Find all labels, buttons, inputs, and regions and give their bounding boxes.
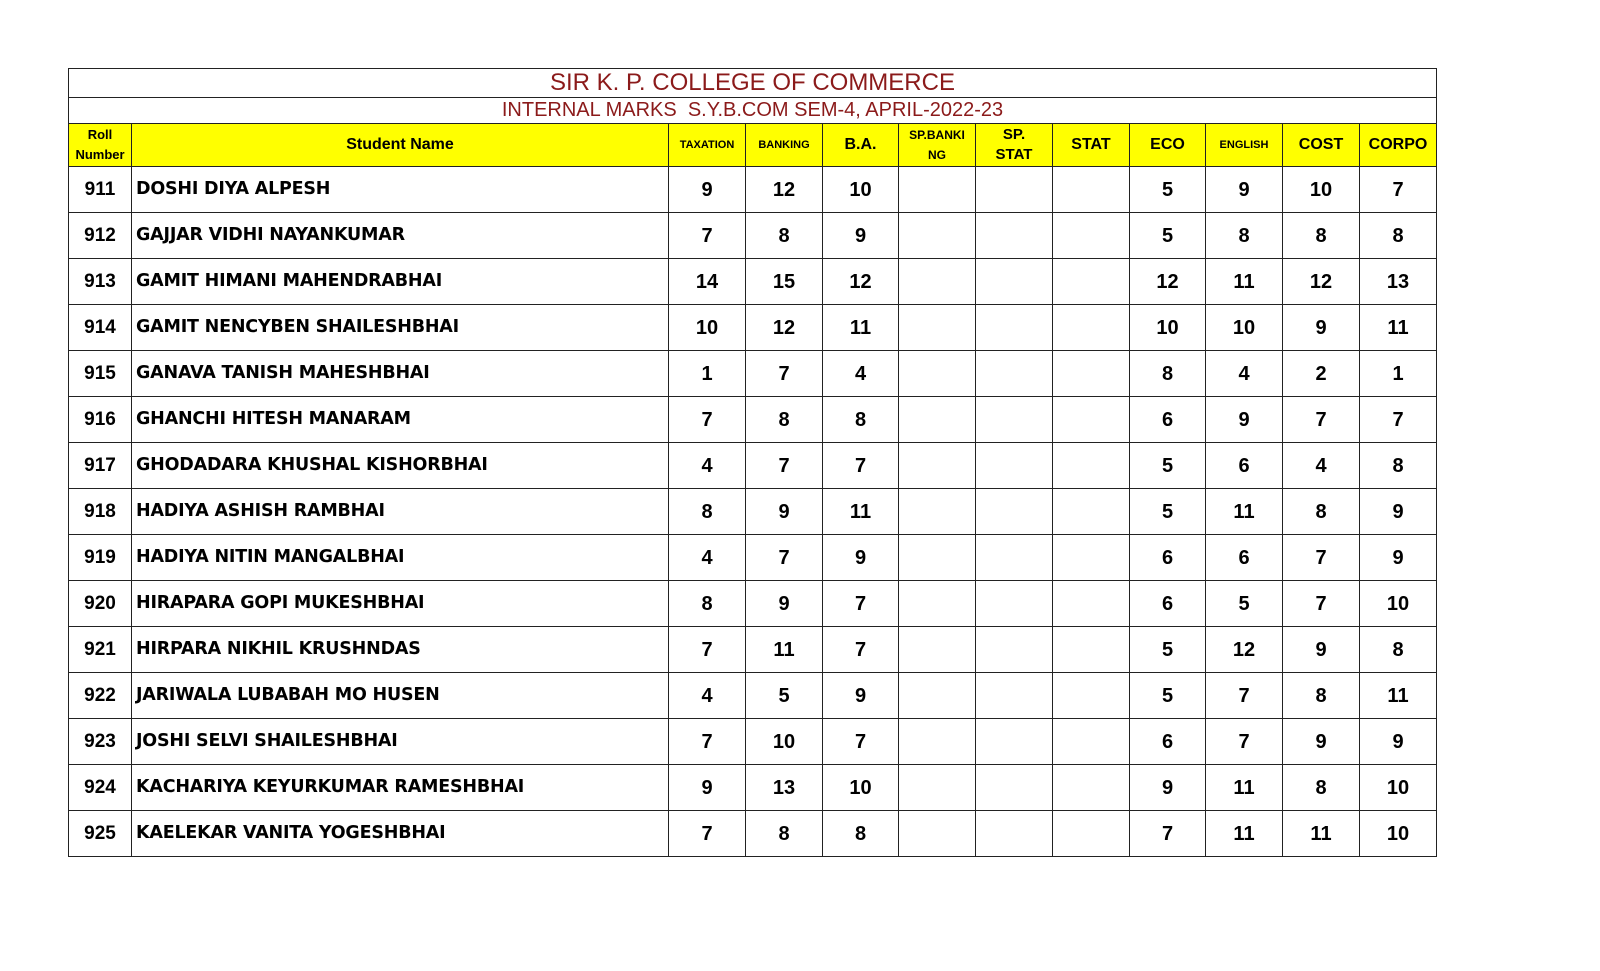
cell-stat [1053,259,1130,305]
cell-corpo: 11 [1360,305,1437,351]
cell-banking: 12 [746,305,823,351]
table-row [69,719,1437,765]
cell-name: KACHARIYA KEYURKUMAR RAMESHBHAI [132,765,669,811]
cell-sp-stat [976,167,1053,213]
cell-english: 7 [1206,719,1283,765]
cell-roll: 924 [69,765,132,811]
cell-name: GAMIT NENCYBEN SHAILESHBHAI [132,305,669,351]
cell-ba: 7 [823,719,899,765]
cell-banking: 7 [746,535,823,581]
cell-corpo: 8 [1360,443,1437,489]
cell-english: 10 [1206,305,1283,351]
cell-sp-banking [899,443,976,489]
cell-ba: 10 [823,167,899,213]
cell-sp-stat [976,811,1053,857]
cell-sp-banking [899,489,976,535]
table-row [69,489,1437,535]
cell-ba: 9 [823,535,899,581]
cell-banking: 7 [746,351,823,397]
cell-english: 5 [1206,581,1283,627]
cell-cost: 2 [1283,351,1360,397]
header-corpo: CORPO [1360,124,1437,167]
header-roll-line1: Roll [87,127,113,142]
cell-sp-stat [976,213,1053,259]
cell-english: 11 [1206,765,1283,811]
cell-name: HADIYA NITIN MANGALBHAI [132,535,669,581]
table-row [69,443,1437,489]
cell-ba: 7 [823,627,899,673]
cell-taxation: 8 [669,581,746,627]
cell-banking: 15 [746,259,823,305]
cell-sp-banking [899,765,976,811]
cell-eco: 6 [1130,581,1206,627]
cell-english: 11 [1206,489,1283,535]
table-row [69,673,1437,719]
cell-ba: 7 [823,443,899,489]
cell-stat [1053,535,1130,581]
cell-taxation: 7 [669,627,746,673]
cell-eco: 5 [1130,673,1206,719]
cell-eco: 5 [1130,627,1206,673]
cell-cost: 8 [1283,489,1360,535]
cell-cost: 8 [1283,765,1360,811]
cell-sp-stat [976,259,1053,305]
table-row [69,535,1437,581]
cell-sp-banking [899,259,976,305]
cell-sp-stat [976,351,1053,397]
header-roll-line2: Number [75,147,125,162]
cell-taxation: 1 [669,351,746,397]
cell-stat [1053,581,1130,627]
header-sp-stat-line2: STAT [995,146,1033,163]
header-roll-number [69,124,132,167]
cell-sp-banking [899,167,976,213]
cell-taxation: 7 [669,719,746,765]
cell-english: 12 [1206,627,1283,673]
cell-cost: 7 [1283,581,1360,627]
header-sp-banking-line1: SP.BANKI [909,128,965,142]
cell-stat [1053,673,1130,719]
cell-taxation: 9 [669,765,746,811]
cell-name: DOSHI DIYA ALPESH [132,167,669,213]
cell-sp-banking [899,535,976,581]
header-eco: ECO [1130,124,1206,167]
header-sp-stat-line1: SP. [1002,126,1026,143]
cell-banking: 12 [746,167,823,213]
cell-roll: 918 [69,489,132,535]
cell-corpo: 9 [1360,719,1437,765]
cell-cost: 9 [1283,305,1360,351]
cell-corpo: 8 [1360,627,1437,673]
cell-sp-banking [899,213,976,259]
cell-roll: 917 [69,443,132,489]
cell-ba: 4 [823,351,899,397]
cell-cost: 10 [1283,167,1360,213]
cell-roll: 916 [69,397,132,443]
cell-roll: 923 [69,719,132,765]
cell-name: JOSHI SELVI SHAILESHBHAI [132,719,669,765]
cell-eco: 5 [1130,167,1206,213]
cell-english: 8 [1206,213,1283,259]
cell-banking: 10 [746,719,823,765]
table-row [69,167,1437,213]
cell-stat [1053,443,1130,489]
header-english: ENGLISH [1206,124,1283,167]
cell-english: 11 [1206,811,1283,857]
cell-cost: 8 [1283,673,1360,719]
cell-banking: 11 [746,627,823,673]
cell-taxation: 10 [669,305,746,351]
cell-roll: 920 [69,581,132,627]
cell-banking: 13 [746,765,823,811]
cell-taxation: 7 [669,213,746,259]
cell-roll: 925 [69,811,132,857]
cell-stat [1053,167,1130,213]
cell-sp-stat [976,581,1053,627]
cell-eco: 9 [1130,765,1206,811]
cell-roll: 914 [69,305,132,351]
table-row [69,627,1437,673]
cell-eco: 5 [1130,443,1206,489]
cell-sp-banking [899,305,976,351]
table-row [69,259,1437,305]
cell-roll: 915 [69,351,132,397]
cell-ba: 8 [823,811,899,857]
cell-eco: 6 [1130,397,1206,443]
cell-corpo: 8 [1360,213,1437,259]
cell-name: HIRAPARA GOPI MUKESHBHAI [132,581,669,627]
header-stat: STAT [1053,124,1130,167]
cell-roll: 912 [69,213,132,259]
cell-sp-stat [976,535,1053,581]
cell-ba: 7 [823,581,899,627]
cell-sp-stat [976,443,1053,489]
cell-english: 4 [1206,351,1283,397]
cell-banking: 8 [746,213,823,259]
cell-stat [1053,627,1130,673]
cell-sp-banking [899,673,976,719]
cell-ba: 11 [823,489,899,535]
cell-banking: 8 [746,811,823,857]
cell-sp-stat [976,673,1053,719]
cell-sp-banking [899,397,976,443]
header-sp-stat [976,124,1053,167]
cell-sp-banking [899,351,976,397]
column-header-row [69,124,1437,167]
cell-corpo: 10 [1360,765,1437,811]
table-body [69,167,1437,857]
cell-name: GANAVA TANISH MAHESHBHAI [132,351,669,397]
cell-sp-stat [976,489,1053,535]
cell-stat [1053,305,1130,351]
cell-eco: 6 [1130,535,1206,581]
cell-sp-banking [899,581,976,627]
cell-banking: 7 [746,443,823,489]
cell-eco: 10 [1130,305,1206,351]
cell-corpo: 9 [1360,489,1437,535]
cell-corpo: 10 [1360,811,1437,857]
cell-stat [1053,397,1130,443]
cell-eco: 5 [1130,489,1206,535]
cell-stat [1053,351,1130,397]
table-row [69,213,1437,259]
cell-cost: 9 [1283,719,1360,765]
cell-cost: 4 [1283,443,1360,489]
cell-eco: 12 [1130,259,1206,305]
cell-roll: 911 [69,167,132,213]
cell-cost: 8 [1283,213,1360,259]
cell-stat [1053,719,1130,765]
marks-table [68,68,1437,857]
cell-eco: 8 [1130,351,1206,397]
header-banking: BANKING [746,124,823,167]
table-row [69,581,1437,627]
cell-taxation: 7 [669,397,746,443]
cell-ba: 11 [823,305,899,351]
cell-name: JARIWALA LUBABAH MO HUSEN [132,673,669,719]
subtitle-row [69,98,1437,124]
header-taxation: TAXATION [669,124,746,167]
cell-sp-stat [976,765,1053,811]
cell-cost: 9 [1283,627,1360,673]
cell-eco: 7 [1130,811,1206,857]
cell-corpo: 13 [1360,259,1437,305]
cell-roll: 922 [69,673,132,719]
cell-corpo: 10 [1360,581,1437,627]
header-sp-banking-line2: NG [928,148,946,162]
cell-corpo: 7 [1360,397,1437,443]
cell-sp-banking [899,627,976,673]
cell-cost: 7 [1283,535,1360,581]
cell-eco: 5 [1130,213,1206,259]
cell-corpo: 11 [1360,673,1437,719]
cell-name: HIRPARA NIKHIL KRUSHNDAS [132,627,669,673]
cell-cost: 7 [1283,397,1360,443]
title-row [69,69,1437,98]
cell-taxation: 7 [669,811,746,857]
cell-english: 11 [1206,259,1283,305]
cell-banking: 9 [746,489,823,535]
cell-name: KAELEKAR VANITA YOGESHBHAI [132,811,669,857]
cell-roll: 913 [69,259,132,305]
cell-english: 6 [1206,443,1283,489]
cell-sp-banking [899,719,976,765]
cell-taxation: 4 [669,443,746,489]
cell-ba: 9 [823,213,899,259]
cell-corpo: 7 [1360,167,1437,213]
cell-taxation: 4 [669,673,746,719]
cell-stat [1053,765,1130,811]
cell-roll: 921 [69,627,132,673]
cell-ba: 8 [823,397,899,443]
cell-taxation: 4 [669,535,746,581]
exam-subtitle: INTERNAL MARKS S.Y.B.COM SEM-4, APRIL-2022-23 [69,98,1437,124]
cell-name: GAMIT HIMANI MAHENDRABHAI [132,259,669,305]
table-row [69,305,1437,351]
cell-taxation: 8 [669,489,746,535]
header-sp-banking [899,124,976,167]
cell-eco: 6 [1130,719,1206,765]
cell-ba: 12 [823,259,899,305]
cell-taxation: 14 [669,259,746,305]
cell-name: GAJJAR VIDHI NAYANKUMAR [132,213,669,259]
header-student-name: Student Name [132,124,669,167]
cell-sp-stat [976,719,1053,765]
cell-roll: 919 [69,535,132,581]
table-row [69,351,1437,397]
cell-name: GHANCHI HITESH MANARAM [132,397,669,443]
header-cost: COST [1283,124,1360,167]
table-row [69,765,1437,811]
cell-cost: 11 [1283,811,1360,857]
cell-corpo: 1 [1360,351,1437,397]
header-ba: B.A. [823,124,899,167]
cell-stat [1053,811,1130,857]
cell-banking: 9 [746,581,823,627]
cell-ba: 9 [823,673,899,719]
cell-sp-stat [976,627,1053,673]
cell-cost: 12 [1283,259,1360,305]
cell-ba: 10 [823,765,899,811]
college-title: SIR K. P. COLLEGE OF COMMERCE [69,69,1437,98]
table-row [69,811,1437,857]
cell-corpo: 9 [1360,535,1437,581]
cell-banking: 8 [746,397,823,443]
cell-banking: 5 [746,673,823,719]
cell-sp-stat [976,305,1053,351]
cell-sp-stat [976,397,1053,443]
cell-english: 9 [1206,397,1283,443]
table-row [69,397,1437,443]
cell-taxation: 9 [669,167,746,213]
cell-stat [1053,213,1130,259]
cell-stat [1053,489,1130,535]
cell-name: GHODADARA KHUSHAL KISHORBHAI [132,443,669,489]
cell-english: 9 [1206,167,1283,213]
cell-name: HADIYA ASHISH RAMBHAI [132,489,669,535]
cell-sp-banking [899,811,976,857]
cell-english: 6 [1206,535,1283,581]
cell-english: 7 [1206,673,1283,719]
